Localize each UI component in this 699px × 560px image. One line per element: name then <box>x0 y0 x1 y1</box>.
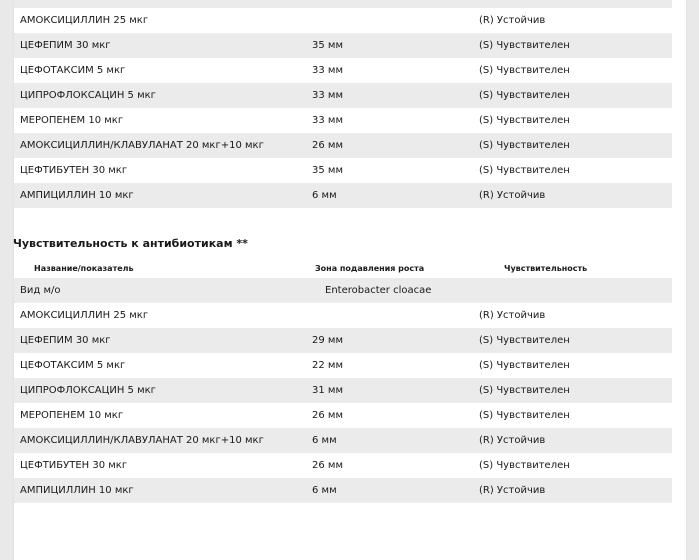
antibiotic-table-1 <box>14 8 672 208</box>
table-row-partial <box>14 0 672 8</box>
table-row <box>14 378 672 403</box>
sensitivity: (R) Устойчив <box>479 15 546 26</box>
column-header-name: Название/показатель <box>34 264 134 273</box>
antibiotic-name: ЦЕФТИБУТЕН 30 мкг <box>20 165 128 176</box>
sensitivity: (S) Чувствителен <box>479 115 570 126</box>
sensitivity: (S) Чувствителен <box>479 140 570 151</box>
table-row <box>14 83 672 108</box>
organism-label: Вид м/о <box>20 285 61 296</box>
sensitivity: (R) Устойчив <box>479 310 546 321</box>
table-row <box>14 33 672 58</box>
inhibition-zone: 22 мм <box>312 360 343 371</box>
inhibition-zone: 33 мм <box>312 90 343 101</box>
inhibition-zone: 35 мм <box>312 165 343 176</box>
antibiotic-table-2 <box>14 278 672 503</box>
sensitivity: (R) Устойчив <box>479 435 546 446</box>
table-row <box>14 58 672 83</box>
table-row <box>14 133 672 158</box>
antibiotic-name: ЦЕФОТАКСИМ 5 мкг <box>20 65 126 76</box>
sensitivity: (S) Чувствителен <box>479 40 570 51</box>
antibiotic-name: АМПИЦИЛЛИН 10 мкг <box>20 485 134 496</box>
organism-name: Enterobacter cloacae <box>325 285 432 296</box>
table-row <box>14 158 672 183</box>
antibiotic-name: ЦЕФЕПИМ 30 мкг <box>20 335 111 346</box>
antibiotic-name: ЦЕФТИБУТЕН 30 мкг <box>20 460 128 471</box>
sensitivity: (S) Чувствителен <box>479 335 570 346</box>
antibiotic-name: АМОКСИЦИЛЛИН/КЛАВУЛАНАТ 20 мкг+10 мкг <box>20 140 264 151</box>
sensitivity: (S) Чувствителен <box>479 460 570 471</box>
table-row <box>14 8 672 33</box>
antibiotic-name: АМОКСИЦИЛЛИН 25 мкг <box>20 15 149 26</box>
sensitivity: (S) Чувствителен <box>479 165 570 176</box>
antibiotic-name: ЦЕФОТАКСИМ 5 мкг <box>20 360 126 371</box>
inhibition-zone: 33 мм <box>312 115 343 126</box>
inhibition-zone: 6 мм <box>312 435 337 446</box>
sensitivity: (S) Чувствителен <box>479 90 570 101</box>
sensitivity: (S) Чувствителен <box>479 360 570 371</box>
table-row <box>14 183 672 208</box>
inhibition-zone: 31 мм <box>312 385 343 396</box>
table-row <box>14 428 672 453</box>
section-title: Чувствительность к антибиотикам ** <box>13 237 248 250</box>
sensitivity: (S) Чувствителен <box>479 65 570 76</box>
inhibition-zone: 33 мм <box>312 65 343 76</box>
inhibition-zone: 26 мм <box>312 460 343 471</box>
column-header-zone: Зона подавления роста <box>315 264 425 273</box>
sensitivity: (S) Чувствителен <box>479 385 570 396</box>
antibiotic-name: ЦИПРОФЛОКСАЦИН 5 мкг <box>20 385 156 396</box>
table-row <box>14 403 672 428</box>
antibiotic-name: ЦЕФЕПИМ 30 мкг <box>20 40 111 51</box>
inhibition-zone: 26 мм <box>312 140 343 151</box>
table-row <box>14 353 672 378</box>
antibiotic-name: АМОКСИЦИЛЛИН 25 мкг <box>20 310 149 321</box>
table-row <box>14 278 672 303</box>
inhibition-zone: 6 мм <box>312 485 337 496</box>
table-row <box>14 328 672 353</box>
inhibition-zone: 35 мм <box>312 40 343 51</box>
sensitivity: (R) Устойчив <box>479 485 546 496</box>
antibiotic-name: АМПИЦИЛЛИН 10 мкг <box>20 190 134 201</box>
table-row <box>14 108 672 133</box>
inhibition-zone: 29 мм <box>312 335 343 346</box>
table-row <box>14 303 672 328</box>
antibiotic-name: АМОКСИЦИЛЛИН/КЛАВУЛАНАТ 20 мкг+10 мкг <box>20 435 264 446</box>
antibiotic-name: МЕРОПЕНЕМ 10 мкг <box>20 115 124 126</box>
antibiotic-name: МЕРОПЕНЕМ 10 мкг <box>20 410 124 421</box>
table-row <box>14 453 672 478</box>
sensitivity: (R) Устойчив <box>479 190 546 201</box>
antibiotic-name: ЦИПРОФЛОКСАЦИН 5 мкг <box>20 90 156 101</box>
inhibition-zone: 26 мм <box>312 410 343 421</box>
sensitivity: (S) Чувствителен <box>479 410 570 421</box>
inhibition-zone: 6 мм <box>312 190 337 201</box>
column-header-sensitivity: Чувствительность <box>504 264 588 273</box>
table-row <box>14 478 672 503</box>
